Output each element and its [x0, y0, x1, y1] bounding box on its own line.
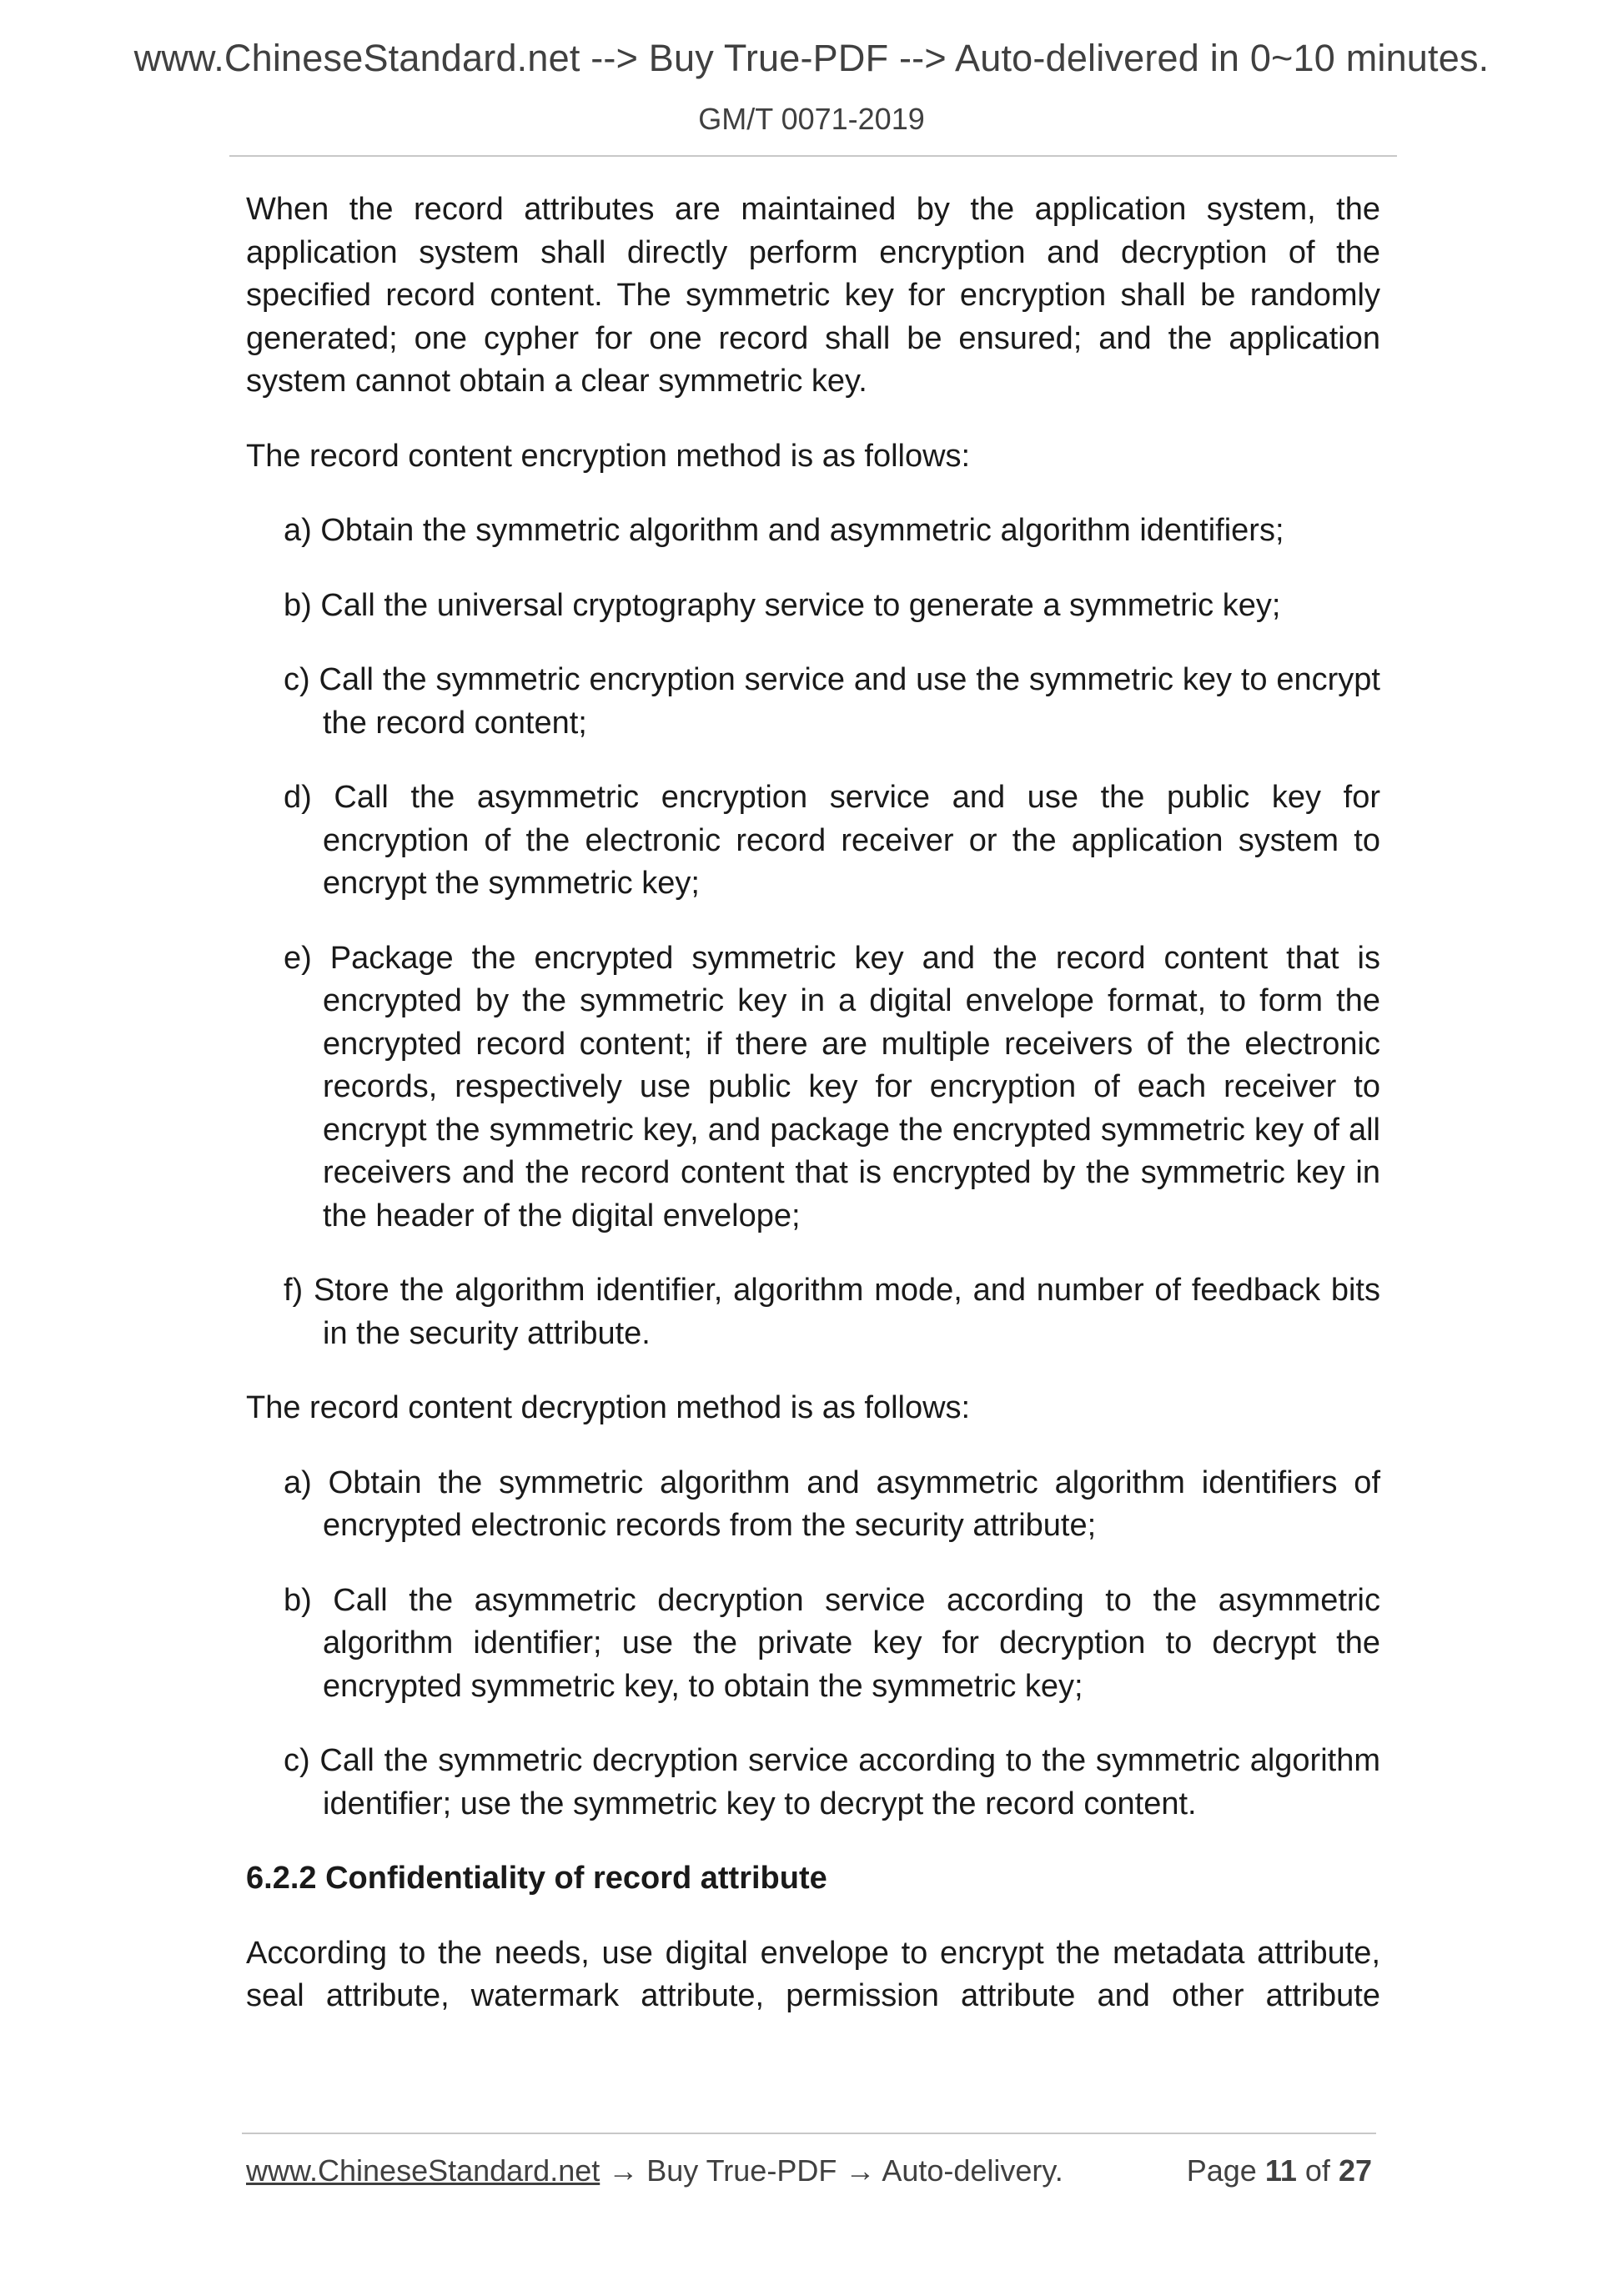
- of-label: of: [1304, 2153, 1330, 2188]
- decryption-method-intro: The record content decryption method is as follows:: [246, 1390, 971, 1425]
- standard-code: GM/T 0071-2019: [698, 102, 925, 136]
- encryption-steps-list: [246, 510, 1380, 1355]
- page-number: [1187, 2153, 1372, 2188]
- encryption-method-intro: The record content encryption method is as follows:: [246, 438, 971, 474]
- list-item: c) Call the symmetric encryption service and use the symmetric key to encrypt the record content;: [284, 662, 1380, 741]
- page-label: Page: [1186, 2153, 1257, 2188]
- list-item: f) Store the algorithm identifier, algorithm mode, and number of feedback bits in the security attribute.: [284, 1273, 1380, 1351]
- footer-site-link[interactable]: www.ChineseStandard.net: [246, 2153, 600, 2188]
- footer-promo-text: → Buy True-PDF → Auto-delivery.: [600, 2153, 1063, 2188]
- list-item: a) Obtain the symmetric algorithm and asymmetric algorithm identifiers of encrypted electronic records from the security attribute;: [284, 1465, 1380, 1543]
- list-item: e) Package the encrypted symmetric key and the record content that is encrypted by the symmetric key in a digital envelope format, to form the encrypted record content; if there are multiple receivers of the electronic records, respectively use public key for encryption of each receiver to encrypt the symmetric key, and package the encrypted symmetric key of all receivers and the record content that is encrypted by the symmetric key in the header of the digital envelope;: [284, 940, 1380, 1233]
- document-body: [246, 188, 1380, 2050]
- list-item: d) Call the asymmetric encryption service and use the public key for encryption of the electronic record receiver or the application system to encrypt the symmetric key;: [284, 780, 1380, 901]
- decryption-steps-list: [246, 1462, 1380, 1826]
- list-item: b) Call the universal cryptography service to generate a symmetric key;: [284, 587, 1281, 623]
- list-item: c) Call the symmetric decryption service according to the symmetric algorithm identifier; use the symmetric key to decrypt the record content.: [284, 1743, 1380, 1821]
- header-divider: [229, 155, 1397, 157]
- section-paragraph: According to the needs, use digital envelope to encrypt the metadata attribute, seal attribute, watermark attribute, permission attribute and other attribute: [246, 1935, 1380, 2013]
- list-item: b) Call the asymmetric decryption service according to the asymmetric algorithm identifier; use the private key for decryption to decrypt the encrypted symmetric key, to obtain the symmetric key;: [284, 1582, 1380, 1704]
- site-banner: www.ChineseStandard.net --> Buy True-PDF --> Auto-delivered in 0~10 minutes.: [133, 37, 1490, 79]
- page-total: 27: [1338, 2153, 1372, 2188]
- section-heading: 6.2.2 Confidentiality of record attribute: [246, 1861, 827, 1896]
- footer-promo: [246, 2153, 1063, 2188]
- list-item: a) Obtain the symmetric algorithm and asymmetric algorithm identifiers;: [284, 513, 1284, 548]
- page-current: 11: [1264, 2153, 1297, 2188]
- intro-paragraph: When the record attributes are maintained by the application system, the application system shall directly perform encryption and decryption of the specified record content. The symmetric key for encryption shall be randomly generated; one cypher for one record shall be ensured; and the application system cannot obtain a clear symmetric key.: [246, 192, 1380, 399]
- footer-divider: [242, 2133, 1376, 2134]
